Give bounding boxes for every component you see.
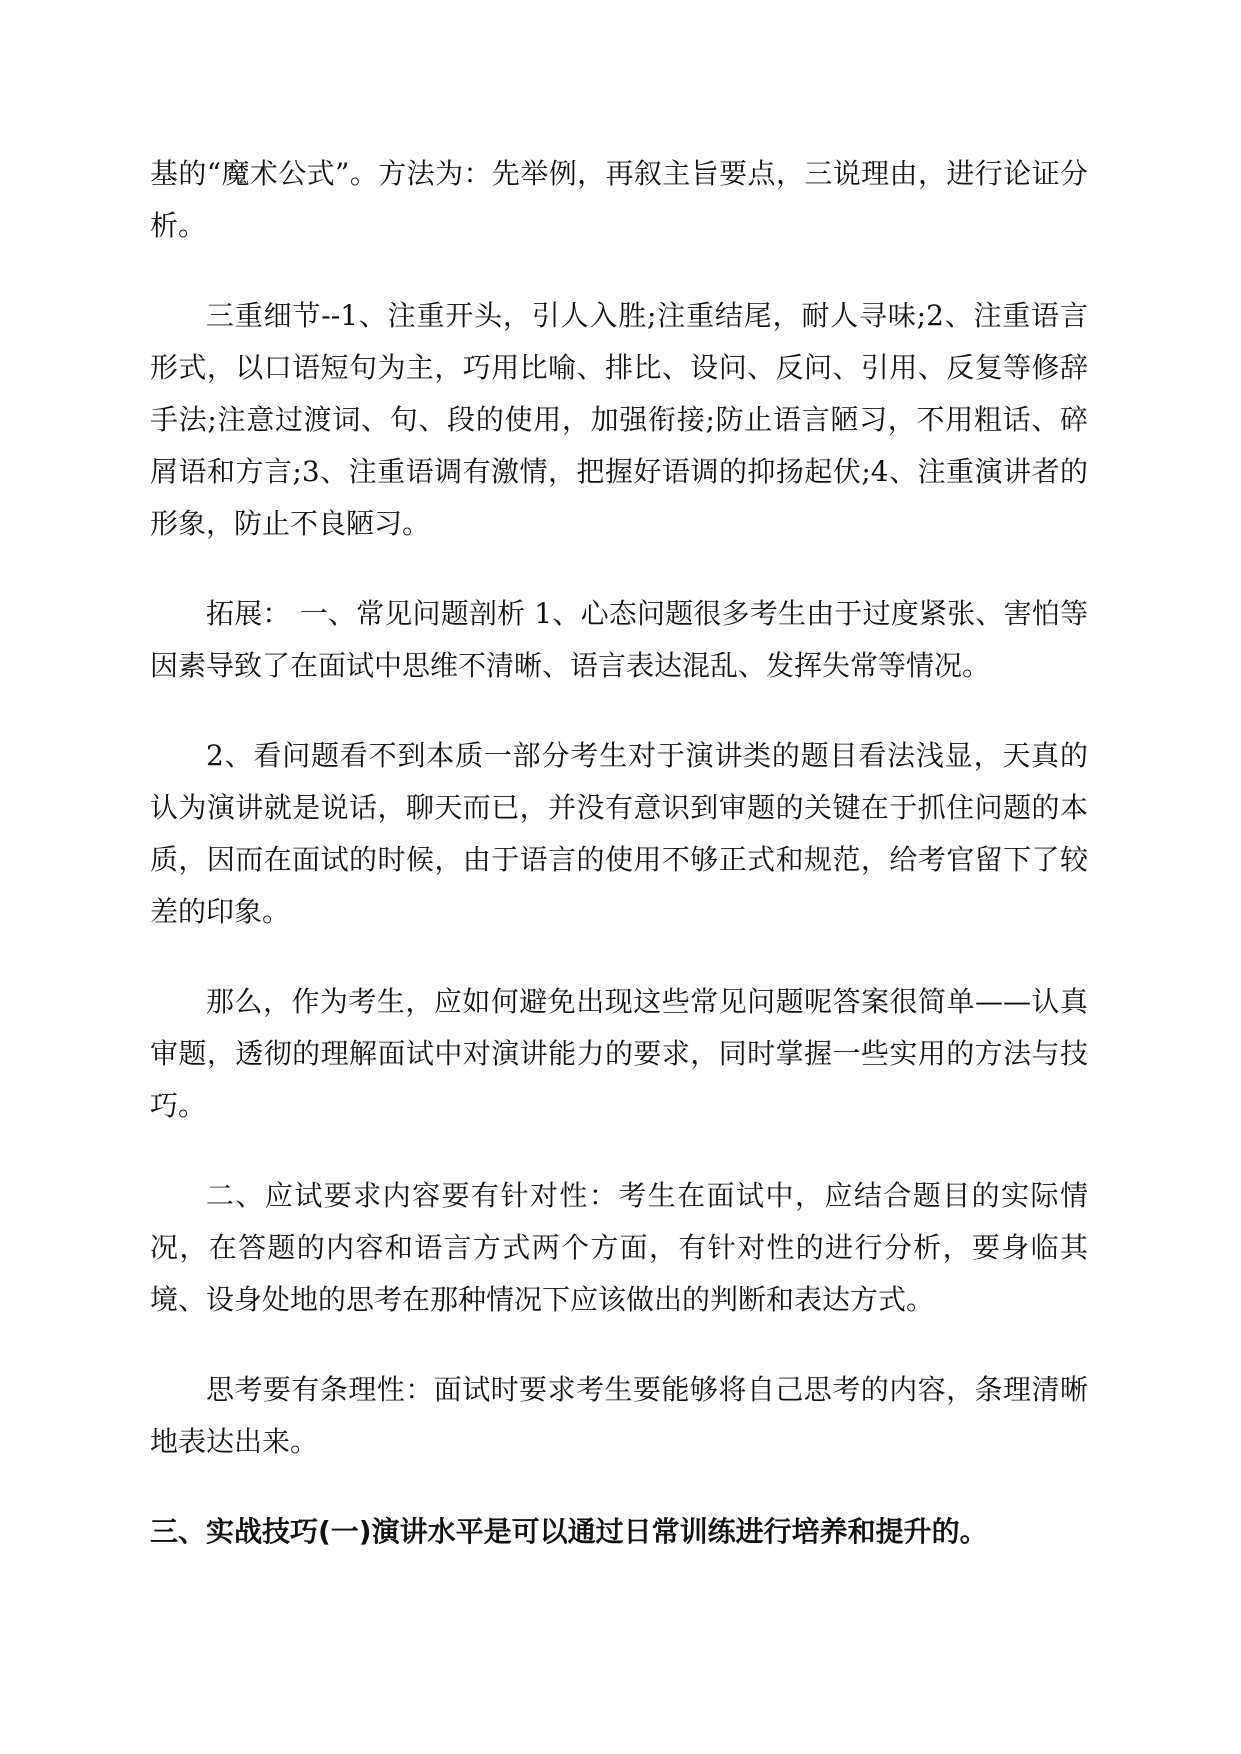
paragraph-how-to-avoid: 那么，作为考生，应如何避免出现这些常见问题呢答案很简单——认真审题，透彻的理解面试中对演讲能力的要求，同时掌握一些实用的方法与技巧。 xyxy=(150,985,1088,1122)
paragraph-continuation: 基的“魔术公式”。方法为：先举例，再叙主旨要点，三说理由，进行论证分析。 xyxy=(150,157,1088,242)
paragraph-three-details: 三重细节--1、注重开头，引人入胜;注重结尾，耐人寻味;2、注重语言形式，以口语短句为主，巧用比喻、排比、设问、反问、引用、反复等修辞手法;注意过渡词、句、段的使用，加强衔接;防止语言陋习，不用粗话、碎屑语和方言;3、注重语调有激情，把握好语调的抑扬起伏;4、注重演讲者的形象，防止不良陋习。 xyxy=(150,299,1088,540)
paragraph-problem-two: 2、看问题看不到本质一部分考生对于演讲类的题目看法浅显，天真的认为演讲就是说话，聊天而已，并没有意识到审题的关键在于抓住问题的本质，因而在面试的时候，由于语言的使用不够正式和规范，给考官留下了较差的印象。 xyxy=(150,739,1088,928)
document-page xyxy=(150,148,1088,1558)
paragraph-logical-thinking: 思考要有条理性：面试时要求考生要能够将自己思考的内容，条理清晰地表达出来。 xyxy=(150,1373,1088,1458)
paragraph-expansion: 拓展： 一、常见问题剖析 1、心态问题很多考生由于过度紧张、害怕等因素导致了在面试中思维不清晰、语言表达混乱、发挥失常等情况。 xyxy=(150,597,1088,682)
paragraph-requirements: 二、应试要求内容要有针对性：考生在面试中，应结合题目的实际情况，在答题的内容和语言方式两个方面，有针对性的进行分析，要身临其境、设身处地的思考在那种情况下应该做出的判断和表达方式。 xyxy=(150,1179,1088,1316)
section-heading: 三、实战技巧(一)演讲水平是可以通过日常训练进行培养和提升的。 xyxy=(150,1515,988,1548)
